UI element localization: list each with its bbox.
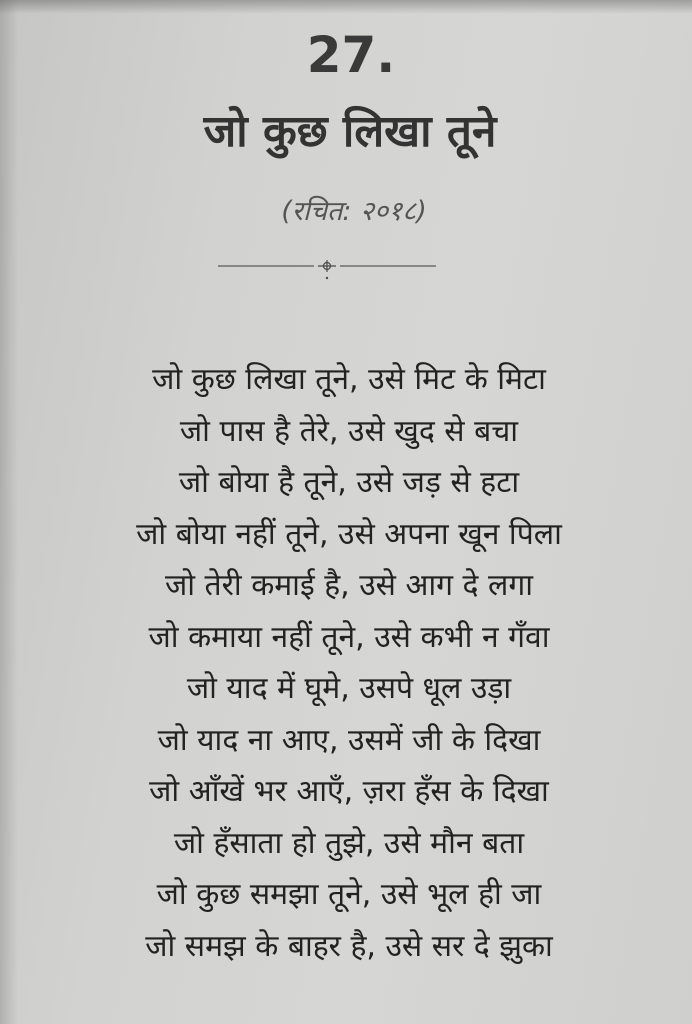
verse-line: जो बोया है तूने, उसे जड़ से हटा: [178, 465, 520, 500]
verse-line: जो याद ना आए, उसमें जी के दिखा: [157, 722, 541, 758]
verse-line: जो कुछ समझा तूने, उसे भूल ही जा: [156, 877, 542, 912]
verse-line: जो याद में घूमे, उसपे धूल उड़ा: [186, 671, 512, 706]
verse-line: जो आँखें भर आएँ, ज़रा हँस के दिखा: [149, 774, 549, 809]
page-edge-shadow: [0, 0, 692, 14]
poem-number: 27.: [306, 26, 396, 84]
verse-line: जो बोया नहीं तूने, उसे अपना खून पिला: [136, 516, 562, 552]
verse-line: जो कुछ लिखा तूने, उसे मिट के मिटा: [152, 362, 546, 397]
composition-date: (रचित: २०१८): [281, 196, 427, 227]
poem-title: जो कुछ लिखा तूने: [203, 106, 497, 157]
poem-verse: [0, 354, 692, 972]
verse-line: जो पास है तेरे, उसे खुद से बचा: [179, 413, 519, 449]
verse-line: जो तेरी कमाई है, उसे आग दे लगा: [164, 568, 534, 603]
verse-line: जो कमाया नहीं तूने, उसे कभी न गँवा: [148, 619, 550, 655]
divider-ornament-icon: [218, 256, 436, 280]
verse-line: जो हँसाता हो तुझे, उसे मौन बता: [173, 825, 525, 861]
verse-line: जो समझ के बाहर है, उसे सर दे झुका: [145, 928, 553, 964]
